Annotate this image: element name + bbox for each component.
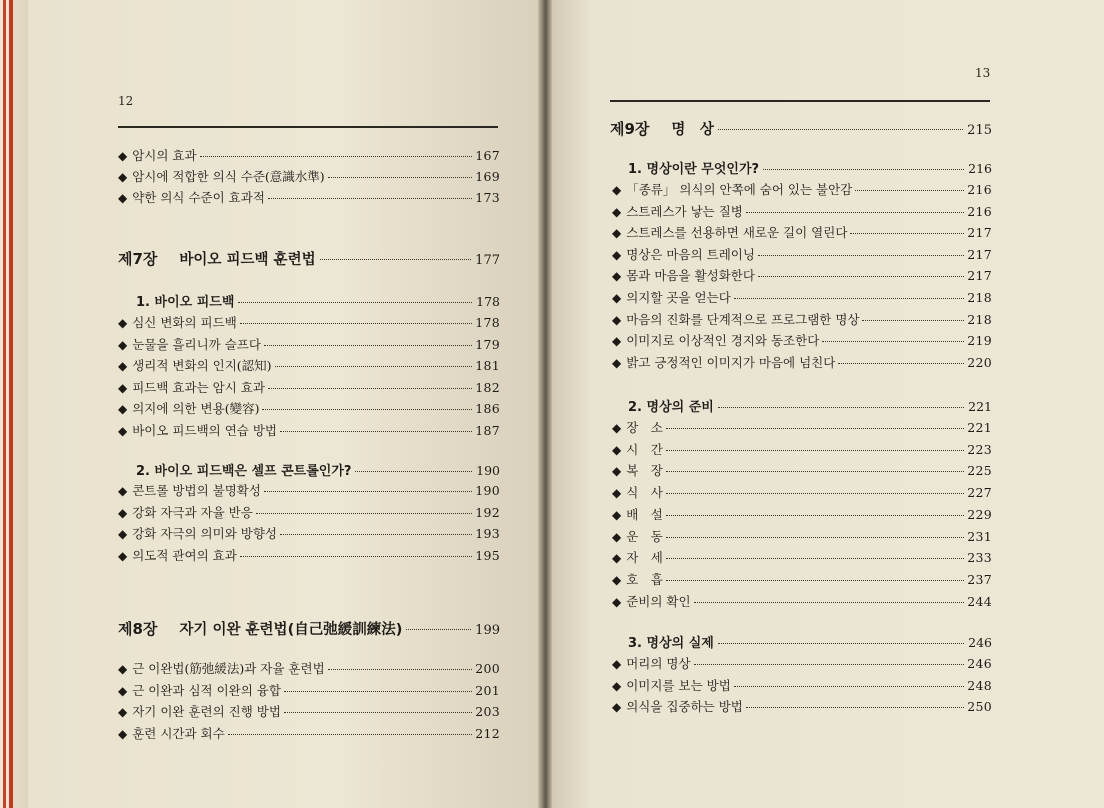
section-page-number: 246 [968,635,992,650]
toc-entry [612,592,992,610]
diamond-bullet-icon: ◆ [118,726,128,741]
toc-entry [118,702,500,720]
entry-page-number: 237 [967,571,992,587]
section-title: 3. 명상의 실제 [628,636,714,651]
leader-dots [328,669,473,670]
entry-title: 의도적 관여의 효과 [132,547,237,563]
diamond-bullet-icon: ◆ [612,657,622,671]
leader-dots [718,643,964,644]
leader-dots [666,580,964,581]
diamond-bullet-icon: ◆ [612,247,622,262]
entry-page-number: 195 [475,547,500,563]
entry-title: 복 장 [626,463,663,479]
entry-page-number: 212 [475,725,500,741]
entry-title: 호 흡 [626,571,663,587]
diamond-bullet-icon: ◆ [118,683,128,698]
entry-title: 이미지를 보는 방법 [626,677,731,693]
leader-dots [256,513,472,514]
toc-entry [118,681,500,699]
section-heading [136,291,500,310]
leader-dots [666,450,964,451]
entry-page-number: 233 [967,550,992,566]
leader-dots [666,558,964,559]
toc-entry [118,546,500,564]
toc-entry [612,676,992,694]
toc-entry [118,146,500,164]
chapter-number: 제9장 [610,120,650,138]
entry-page-number: 227 [967,485,992,501]
leader-dots [666,537,964,538]
entry-page-number: 218 [967,290,992,305]
entry-title: 암시에 적합한 의식 수준(意識水準) [132,169,325,184]
entry-page-number: 216 [967,203,992,219]
entry-page-number: 200 [475,661,500,676]
section-page-number: 216 [968,161,992,176]
chapter-heading [118,618,500,639]
entry-title: 몸과 마음을 활성화한다 [626,268,755,284]
entry-title: 준비의 확인 [626,593,691,609]
toc-entry [612,331,992,349]
section-heading [628,158,992,177]
diamond-bullet-icon: ◆ [612,464,622,479]
toc-entry [118,399,500,417]
page-number-left: 12 [118,94,134,108]
section-title: 2. 명상의 준비 [628,400,714,415]
entry-page-number: 169 [475,169,500,184]
leader-dots [268,388,472,389]
toc-entry [118,481,500,499]
section-page-number: 221 [968,399,992,414]
entry-title: 마음의 진화를 단계적으로 프로그램한 명상 [626,311,860,327]
diamond-bullet-icon: ◆ [612,269,622,284]
leader-dots [275,366,473,367]
entry-page-number: 246 [967,656,992,671]
entry-title: 의지에 의한 변용(變容) [132,401,260,416]
section-title: 1. 바이오 피드백 [136,295,235,310]
diamond-bullet-icon: ◆ [118,505,128,520]
diamond-bullet-icon: ◆ [612,442,622,457]
entry-title: 스트레스가 낳는 질병 [626,203,743,219]
entry-page-number: 179 [475,336,500,352]
leader-dots [763,169,964,170]
entry-title: 암시의 효과 [132,148,197,163]
entry-page-number: 225 [967,463,992,479]
entry-page-number: 216 [967,182,992,197]
entry-page-number: 250 [967,699,992,715]
entry-title: 운 동 [626,528,663,544]
toc-entry [118,659,500,677]
leader-dots [240,556,472,557]
entry-page-number: 218 [967,311,992,327]
leader-dots [240,323,472,324]
entry-page-number: 223 [967,441,992,457]
leader-dots [328,177,473,178]
toc-entry [118,503,500,521]
toc-entry [118,167,500,185]
section-heading [628,396,992,415]
diamond-bullet-icon: ◆ [118,527,128,541]
entry-page-number: 182 [475,379,500,395]
toc-entry [612,654,992,672]
leader-dots [694,602,965,603]
diamond-bullet-icon: ◆ [118,337,128,352]
leader-dots [666,515,964,516]
toc-entry [612,223,992,241]
leader-dots [666,493,964,494]
entry-page-number: 173 [475,190,500,205]
diamond-bullet-icon: ◆ [118,402,128,416]
diamond-bullet-icon: ◆ [612,183,622,197]
leader-dots [718,407,964,408]
entry-page-number: 201 [475,682,500,698]
entry-page-number: 181 [475,358,500,373]
entry-title: 훈련 시간과 회수 [132,725,225,741]
diamond-bullet-icon: ◆ [612,486,622,501]
toc-entry [612,548,992,566]
leader-dots [838,363,964,364]
entry-title: 의지할 곳을 얻는다 [626,290,731,305]
diamond-bullet-icon: ◆ [612,507,622,522]
entry-title: 심신 변화의 피드백 [132,315,237,330]
leader-dots [746,212,964,213]
diamond-bullet-icon: ◆ [612,572,622,587]
toc-entry [612,180,992,198]
diamond-bullet-icon: ◆ [118,662,128,676]
leader-dots [280,534,472,535]
entry-page-number: 217 [967,225,992,241]
entry-page-number: 203 [475,704,500,719]
entry-title: 식 사 [626,485,663,501]
entry-page-number: 178 [475,315,500,330]
chapter-number: 제8장 [118,620,158,638]
diamond-bullet-icon: ◆ [118,191,128,205]
diamond-bullet-icon: ◆ [612,678,622,693]
leader-dots [862,320,964,321]
toc-entry [612,483,992,501]
entry-page-number: 193 [475,526,500,541]
diamond-bullet-icon: ◆ [612,551,622,566]
section-heading [136,460,500,479]
header-rule-left [118,126,498,128]
diamond-bullet-icon: ◆ [612,204,622,219]
diamond-bullet-icon: ◆ [612,529,622,544]
section-title: 2. 바이오 피드백은 셀프 콘트롤인가? [136,464,352,479]
toc-entry [612,570,992,588]
leader-dots [238,302,472,303]
section-page-number: 190 [476,463,500,478]
toc-entry [118,524,500,542]
leader-dots [262,409,472,410]
diamond-bullet-icon: ◆ [612,594,622,609]
leader-dots [200,156,473,157]
diamond-bullet-icon: ◆ [118,170,128,184]
entry-page-number: 192 [475,504,500,520]
chapter-title: 바이오 피드백 훈련법 [179,252,316,268]
diamond-bullet-icon: ◆ [118,423,128,438]
entry-page-number: 187 [475,422,500,438]
toc-entry [118,724,500,742]
chapter-title: 자기 이완 훈련법(自己弛緩訓練法) [179,622,403,638]
toc-entry [612,353,992,371]
section-page-number: 178 [476,294,500,309]
diamond-bullet-icon: ◆ [612,291,622,305]
toc-entry [118,421,500,439]
leader-dots [280,431,472,432]
diamond-bullet-icon: ◆ [118,380,128,395]
chapter-page-number: 215 [967,123,992,138]
book-gutter [538,0,552,808]
leader-dots [694,664,965,665]
entry-title: 의식을 집중하는 방법 [626,699,743,715]
entry-page-number: 219 [967,333,992,349]
diamond-bullet-icon: ◆ [612,700,622,715]
leader-dots [264,491,472,492]
diamond-bullet-icon: ◆ [612,226,622,241]
toc-entry [612,266,992,284]
leader-dots [718,129,963,130]
toc-entry [612,245,992,263]
toc-entry [612,418,992,436]
entry-page-number: 167 [475,148,500,163]
chapter-title: 명 상 [671,122,714,138]
entry-page-number: 186 [475,401,500,416]
page-number-right: 13 [975,66,991,80]
entry-title: 시 간 [626,441,663,457]
entry-title: 눈물을 흘리니까 슬프다 [132,336,261,352]
diamond-bullet-icon: ◆ [118,359,128,373]
entry-title: 밝고 긍정적인 이미지가 마음에 넘친다 [626,354,836,370]
entry-page-number: 231 [967,528,992,544]
diamond-bullet-icon: ◆ [118,149,128,163]
toc-entry [612,461,992,479]
entry-title: 자기 이완 훈련의 진행 방법 [132,704,281,719]
entry-title: 피드백 효과는 암시 효과 [132,379,265,395]
toc-entry [612,505,992,523]
leader-dots [268,198,472,199]
leader-dots [666,471,964,472]
entry-title: 스트레스를 선용하면 새로운 길이 열린다 [626,225,848,241]
section-heading [628,632,992,651]
diamond-bullet-icon: ◆ [612,334,622,349]
chapter-page-number: 177 [475,253,500,268]
diamond-bullet-icon: ◆ [612,312,622,327]
toc-entry [612,202,992,220]
entry-page-number: 190 [475,483,500,498]
toc-entry [118,378,500,396]
leader-dots [850,233,964,234]
leader-dots [406,629,471,630]
diamond-bullet-icon: ◆ [118,705,128,719]
entry-page-number: 248 [967,677,992,693]
entry-title: 머리의 명상 [626,656,691,671]
leader-dots [746,707,964,708]
toc-entry [118,313,500,331]
leader-dots [228,734,473,735]
entry-title: 생리적 변화의 인지(認知) [132,358,272,373]
entry-title: 바이오 피드백의 연습 방법 [132,422,277,438]
toc-entry [118,356,500,374]
entry-title: 콘트롤 방법의 불명확성 [132,483,261,498]
chapter-number: 제7장 [118,250,158,268]
entry-title: 자 세 [626,550,663,566]
leader-dots [355,471,472,472]
entry-title: 명상은 마음의 트레이닝 [626,246,755,262]
diamond-bullet-icon: ◆ [118,548,128,563]
entry-title: 근 이완법(筋弛緩法)과 자율 훈련법 [132,661,325,676]
entry-title: 약한 의식 수준이 효과적 [132,190,265,205]
entry-page-number: 244 [967,593,992,609]
chapter-heading [610,118,992,139]
leader-dots [734,298,964,299]
entry-page-number: 221 [967,420,992,435]
entry-title: 배 설 [626,506,663,522]
entry-title: 「종류」 의식의 안쪽에 숨어 있는 불안감 [626,182,853,197]
book-edge [0,0,28,808]
entry-page-number: 220 [967,354,992,370]
diamond-bullet-icon: ◆ [612,421,622,435]
entry-page-number: 229 [967,506,992,522]
entry-title: 강화 자극의 의미와 방향성 [132,526,277,541]
leader-dots [284,712,472,713]
toc-entry [612,527,992,545]
leader-dots [320,259,472,260]
toc-entry [612,697,992,715]
entry-title: 이미지로 이상적인 경지와 동조한다 [626,333,820,349]
leader-dots [734,686,964,687]
entry-title: 근 이완과 심적 이완의 융합 [132,682,281,698]
leader-dots [855,190,964,191]
toc-entry [612,288,992,306]
toc-entry [612,440,992,458]
chapter-page-number: 199 [475,623,500,638]
diamond-bullet-icon: ◆ [118,316,128,330]
toc-entry [118,335,500,353]
leader-dots [284,691,472,692]
entry-page-number: 217 [967,268,992,284]
leader-dots [758,276,964,277]
leader-dots [758,255,964,256]
header-rule-right [610,100,990,102]
leader-dots [264,345,472,346]
entry-title: 강화 자극과 자율 반응 [132,504,253,520]
section-title: 1. 명상이란 무엇인가? [628,162,760,177]
entry-page-number: 217 [967,246,992,262]
toc-entry [612,310,992,328]
toc-entry [118,188,500,206]
leader-dots [822,341,964,342]
entry-title: 장 소 [626,420,663,435]
diamond-bullet-icon: ◆ [118,484,128,498]
diamond-bullet-icon: ◆ [612,355,622,370]
chapter-heading [118,248,500,269]
leader-dots [666,428,964,429]
